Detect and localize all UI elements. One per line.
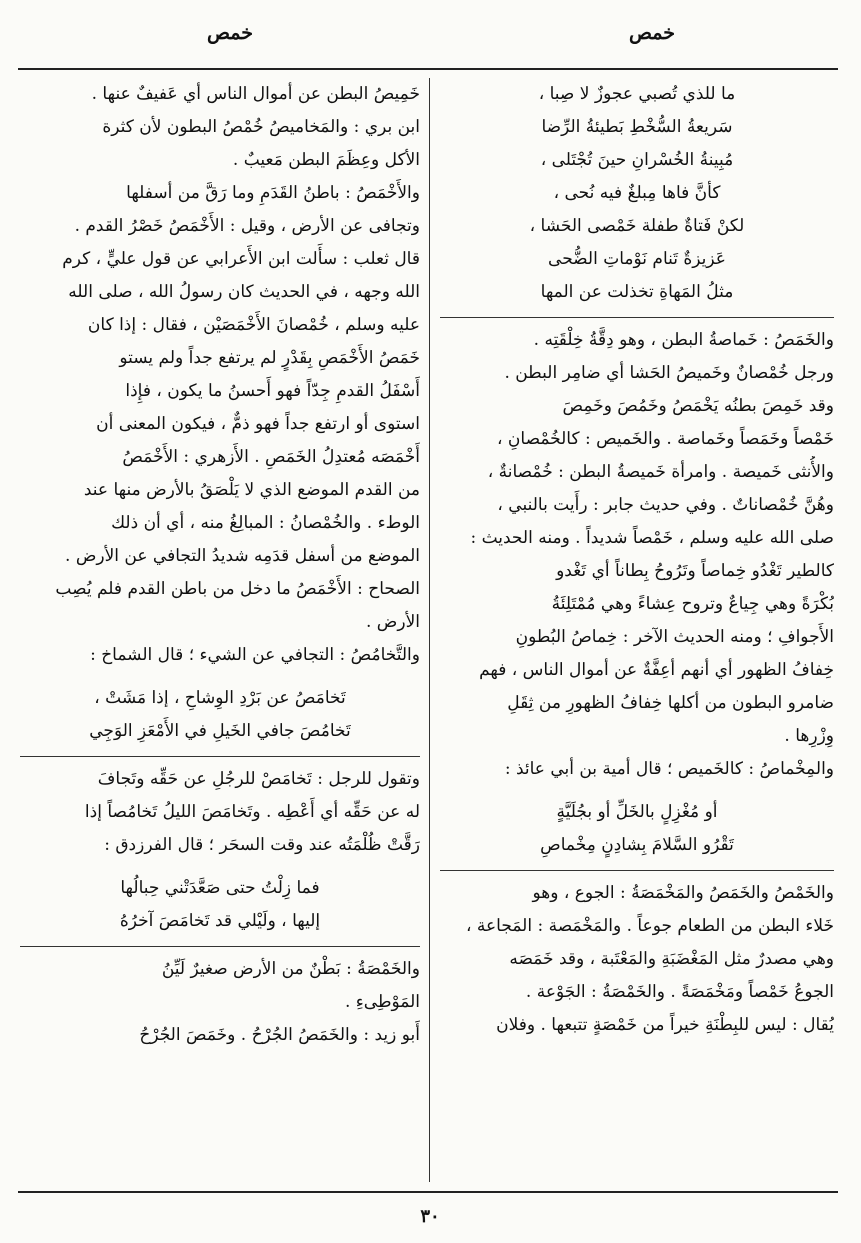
text-line: الوطء . والخُمْصانُ : المبالِغُ منه ، أي أن ذلك — [111, 513, 420, 533]
section-divider — [20, 756, 420, 757]
text-line: رَقَّتْ ظُلْمَتُه عند وقت السحَر ؛ قال الفرزدق : — [104, 835, 420, 855]
text-line: والخَمَصُ : خَماصةُ البطن ، وهو دِقَّةُ خِلْقَتِه . — [533, 330, 834, 350]
text-line: الموضع من أسفل قدَمِه شديدُ التجافي عن الأرض . — [65, 546, 420, 566]
text-line: صلى الله عليه وسلم ، خَمْصاً شديداً . ومنه الحديث : — [470, 528, 834, 548]
verse-line: ما للذي تُصبي عجوزٌ لا صِبا ، — [538, 84, 736, 104]
text-line: قال ثعلب : سأَلت ابن الأَعرابي عن قول عليٍّ ، كرم — [62, 249, 420, 269]
text-line: ضامرو البطون من أكلها خِفافُ الظهورِ من ثِقَلِ — [507, 693, 834, 713]
verse-line: تَقْرُو السَّلامَ بِشادِنٍ مِخْماصِ — [540, 835, 734, 855]
text-line: بُكْرَةً وهي جِياعٌ وتروح عِشاءً وهي مُمْتَلِئَةُ — [551, 594, 834, 614]
left-paragraph-6 — [20, 1019, 420, 1052]
left-poem-1 — [20, 682, 420, 748]
text-line: الأرض . — [366, 612, 420, 632]
verse-line: فما زِلْتُ حتى صَعَّدَتْني حِبالُها — [120, 878, 320, 898]
verse-line: لكنْ فَتاةٌ طفلة خَمْصى الحَشا ، — [529, 216, 745, 236]
text-line: الأَجوافِ ؛ ومنه الحديث الآخر : خِماصُ البُطونِ — [515, 627, 834, 647]
page-number: ٣٠ — [420, 1206, 440, 1227]
left-paragraph-1 — [20, 78, 420, 177]
text-line: من القدم الموضع الذي لا يَلْصَقُ بالأرض منها عند — [83, 480, 420, 500]
text-line: خِفافُ الظهور أي أنهم أعِفَّةٌ عن أموال الناس ، فهم — [479, 660, 834, 680]
right-column — [440, 78, 834, 1186]
right-paragraph-1 — [440, 324, 834, 786]
text-line: وِزْرِها . — [784, 726, 834, 746]
text-line: الجوعُ خَمْصاً ومَخْمَصَةً . والخَمْصَةُ : الجَوْعة . — [525, 982, 834, 1002]
text-line: خَمِيصُ البطن عن أموال الناس أي عَفيفٌ عنها . — [91, 84, 420, 104]
section-divider — [20, 946, 420, 947]
text-line: خَمَصُ الأَخْمَصِ بِقَدْرٍ لم يرتفع جداً ولم يستو — [119, 348, 420, 368]
text-line: والخَمْصُ والخَمَصُ والمَخْمَصَةُ : الجوع ، وهو — [532, 883, 834, 903]
left-header-title: خمص — [206, 22, 253, 44]
verse-line: مُبِينةُ الخُسْرانِ حينَ تُجْتَلى ، — [540, 150, 734, 170]
column-separator — [429, 78, 430, 1182]
verse-line: سَريعةُ السُّخْطِ بَطيئةُ الرِّضا — [541, 117, 733, 137]
verse-line: كأنَّ فاها مِبلغٌ فيه نُحى ، — [553, 183, 721, 203]
text-line: يُقال : ليس للبِطْنَةِ خيراً من خَمْصَةٍ تتبعها . وفلان — [496, 1015, 834, 1035]
text-line: ورجل خُمْصانٌ وخَميصُ الحَشا أي ضامِر البطن . — [504, 363, 834, 383]
text-line: والمِخْماصُ : كالخَميص ؛ قال أمية بن أبي عائذ : — [504, 759, 834, 779]
text-line: والأُنثى خَميصة . وامرأة خَميصةُ البطن : خُمْصانةٌ ، — [487, 462, 834, 482]
section-divider — [440, 317, 834, 318]
text-line: ابن بري : والمَخاميصُ خُمْصُ البطون لأن كثرة — [102, 117, 420, 137]
text-line: أَبو زيد : والخَمَصُ الجُرْحُ . وخَمَصَ الجُرْحُ — [139, 1025, 420, 1045]
text-line: وهي مصدرٌ مثل المَغْضَبَةِ والمَعْتَبة ، وقد خَمَصَه — [509, 949, 834, 969]
section-divider — [440, 870, 834, 871]
text-line: وتقول للرجل : تَخامَصْ للرجُلِ عن حَقِّه وتَجافَ — [97, 769, 420, 789]
text-line: خَمْصاً وخَمَصاً وخَماصة . والخَميص : كالخُمْصانِ ، — [497, 429, 834, 449]
right-header-title: خمص — [628, 22, 675, 44]
left-column — [20, 78, 420, 1186]
left-poem-2 — [20, 872, 420, 938]
text-line: وقد خَمِصَ بطنُه يَخْمَصُ وخَمُصَ وخَمِصَ — [562, 396, 834, 416]
text-line: له عن حَقِّه أي أَعْطِه . وتَخامَصَ الليلُ تَخامُصاً إذا — [84, 802, 420, 822]
text-line: خَلاء البطن من الطعام جوعاً . والمَخْمَصة : المَجاعة ، — [466, 916, 834, 936]
text-line: الصحاح : الأَخْمَصُ ما دخل من باطن القدم فلم يُصِب — [55, 579, 420, 599]
text-line: كالطير تَغْدُو خِماصاً وتَرُوحُ بِطاناً أي تَغْدو — [556, 561, 834, 581]
verse-line: عَزيزةٌ تَنام نَوْماتِ الضُّحى — [548, 249, 726, 269]
text-line: عليه وسلم ، خُمْصانَ الأَخْمَصَيْن ، فقال : إذا كان — [87, 315, 420, 335]
verse-line: تَخامَصُ عن بَرْدِ الوِشاحِ ، إذا مَشَتْ ، — [94, 688, 346, 708]
text-line: المَوْطِىءِ . — [344, 992, 420, 1012]
verse-line: إليها ، ولَيْلي قد تَخامَصَ آخرُهُ — [119, 911, 321, 931]
left-paragraph-5 — [20, 953, 420, 1019]
text-line: وهُنَّ خُمْصاناتٌ . وفي حديث جابر : رأَيت بالنبي ، — [497, 495, 834, 515]
top-rule — [18, 68, 838, 70]
left-paragraph-2 — [20, 177, 420, 639]
text-line: الأكل وعِظَمَ البطن مَعيبٌ . — [232, 150, 420, 170]
verse-line: تَخامُصَ جافي الخَيلِ في الأَمْعَزِ الوَجِي — [89, 721, 351, 741]
verse-line: أو مُغْزِلٍ بالخَلِّ أو بجُلَيَّةٍ — [556, 802, 718, 822]
right-poem-2 — [440, 796, 834, 862]
text-line: أَسْفَلُ القدمِ جِدّاً فهو أَحسنُ ما يكون ، فإِذا — [125, 381, 420, 401]
text-line: وتجافى عن الأرض ، وقيل : الأَخْمَصُ خَصْرُ القدم . — [74, 216, 420, 236]
bottom-rule — [18, 1191, 838, 1193]
text-line: أَخْمَصَه مُعتدِلُ الخَمَصِ . الأَزهري : الأَخْمَصُ — [122, 447, 420, 467]
text-line: استوى أو ارتفع جداً فهو ذمٌّ ، فيكون المعنى أن — [96, 414, 420, 434]
left-paragraph-3 — [20, 639, 420, 672]
text-line: الله وجهه ، في الحديث كان رسولُ الله ، صلى الله — [68, 282, 420, 302]
verse-line: مثلُ المَهاةِ تخذلت عن المها — [540, 282, 734, 302]
right-poem-1 — [440, 78, 834, 309]
left-paragraph-4 — [20, 763, 420, 862]
right-paragraph-2 — [440, 877, 834, 1042]
text-line: والأَخْمَصُ : باطنُ القَدَمِ وما رَقَّ من أسفلها — [126, 183, 420, 203]
text-line: والتَّخامُصُ : التجافي عن الشيء ؛ قال الشماخ : — [90, 645, 420, 665]
text-line: والخَمْصَةُ : بَطْنٌ من الأرض صغيرٌ لَيِّنُ — [161, 959, 420, 979]
